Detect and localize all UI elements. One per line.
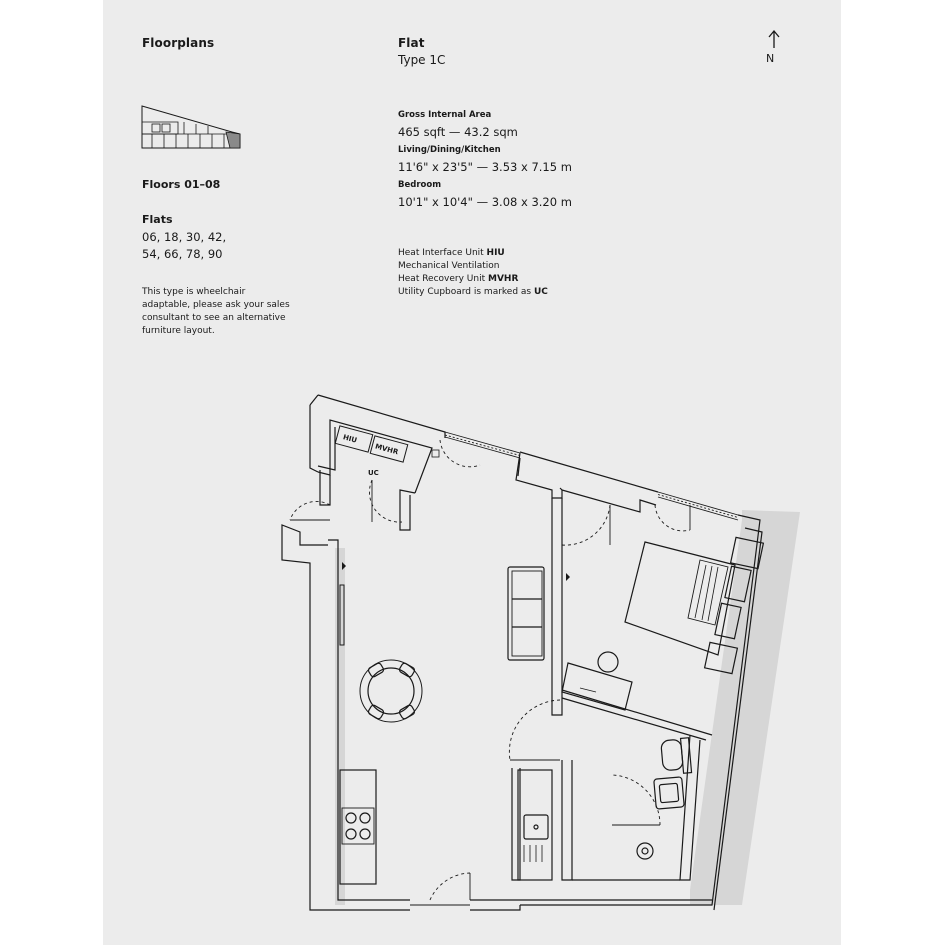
living-value: 11'6" x 23'5" — 3.53 x 7.15 m: [398, 160, 572, 174]
legend-mvhr: Heat Recovery Unit MVHR: [398, 274, 519, 284]
gia-label: Gross Internal Area: [398, 110, 492, 120]
internal-walls: [512, 498, 712, 880]
arrow-markers: [342, 562, 570, 581]
note-line4: furniture layout.: [142, 326, 215, 336]
legend-uc: Utility Cupboard is marked as UC: [398, 287, 548, 297]
exterior-walls: [282, 395, 762, 910]
sofa: [508, 567, 544, 660]
flats-list-line2: 54, 66, 78, 90: [142, 247, 223, 261]
mvhr-plan-label: MVHR: [374, 442, 400, 457]
dining-table: [360, 646, 422, 722]
basin: [654, 777, 685, 809]
flats-list-line1: 06, 18, 30, 42,: [142, 230, 227, 244]
floors-label: Floors 01–08: [142, 178, 221, 191]
note-line3: consultant to see an alternative: [142, 313, 286, 323]
gia-value: 465 sqft — 43.2 sqm: [398, 125, 518, 139]
window-top-right: [658, 492, 738, 520]
hiu-plan-label: HIU: [342, 433, 358, 445]
unit-title: Flat: [398, 36, 425, 50]
uc-plan-label: UC: [368, 469, 379, 477]
legend-hiu: Heat Interface Unit HIU: [398, 248, 505, 258]
kitchen-sink-unit: [518, 770, 552, 880]
legend-mv: Mechanical Ventilation: [398, 261, 500, 271]
unit-type: Type 1C: [398, 53, 446, 67]
shower-drain: [637, 843, 653, 859]
note-line2: adaptable, please ask your sales: [142, 300, 290, 310]
bedroom-label: Bedroom: [398, 180, 442, 190]
section-title: Floorplans: [142, 36, 215, 50]
living-label: Living/Dining/Kitchen: [398, 145, 501, 155]
note-line1: This type is wheelchair: [142, 287, 246, 297]
bedroom-value: 10'1" x 10'4" — 3.08 x 3.20 m: [398, 195, 572, 209]
toilet: [661, 738, 692, 774]
window-top-left: [445, 432, 520, 458]
kitchen-hob-unit: [340, 770, 376, 884]
north-label: N: [766, 52, 775, 65]
flats-heading: Flats: [142, 213, 173, 226]
